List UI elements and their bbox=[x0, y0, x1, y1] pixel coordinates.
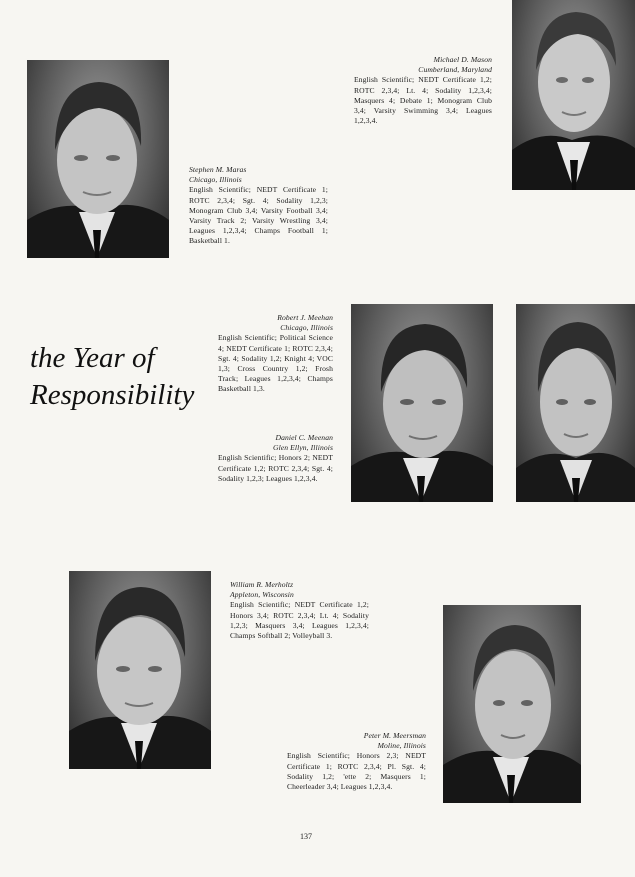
portrait-robert-meehan bbox=[351, 304, 493, 502]
portrait-william-merholtz bbox=[69, 571, 211, 769]
student-name: Stephen M. Maras bbox=[189, 165, 247, 174]
portrait-michael-mason bbox=[512, 0, 635, 190]
student-name: Robert J. Meehan bbox=[277, 313, 333, 322]
bio-daniel-meenan bbox=[218, 433, 333, 484]
student-activities: English Scientific; NEDT Certificate 1,2; ROTC 2,3,4; Lt. 4; Sodality 1,2,3,4; Masquers 4; Debate 1; Monogram Club 3,4; Varsity Swimming 3,4; Leagues 1,2,3,4. bbox=[354, 75, 492, 126]
student-hometown: Glen Ellyn, Illinois bbox=[273, 443, 333, 453]
student-activities: English Scientific; NEDT Certificate 1,2; Honors 3,4; ROTC 2,3,4; Lt. 4; Sodality 1,2,3; Masquers 3,4; Leagues 1,2,3,4; Champs Softball 2; Volleyball 3. bbox=[230, 600, 369, 641]
headline-line-1: the Year of bbox=[30, 342, 155, 374]
student-name: William R. Merholtz bbox=[230, 580, 294, 589]
portrait-peter-meersman bbox=[443, 605, 581, 803]
page-number: 137 bbox=[300, 832, 312, 841]
student-activities: English Scientific; Political Science 4; NEDT Certificate 1; ROTC 2,3,4; Sgt. 4; Sodality 1,2; Knight 4; VOC 1,3; Cross Country 1,2; Frosh Track; Leagues 1,2,3,4; Champs Basketball 1,3. bbox=[218, 333, 333, 394]
student-hometown: Appleton, Wisconsin bbox=[230, 590, 294, 600]
headline-line-2: Responsibility bbox=[30, 379, 195, 411]
student-name: Peter M. Meersman bbox=[363, 731, 426, 740]
bio-peter-meersman bbox=[287, 731, 426, 792]
student-activities: English Scientific; Honors 2; NEDT Certificate 1,2; ROTC 2,3,4; Sgt. 4; Sodality 1,2,3; Leagues 1,2,3,4. bbox=[218, 453, 333, 483]
student-activities: English Scientific; Honors 2,3; NEDT Certificate 1; ROTC 2,3,4; Pl. Sgt. 4; Sodality 1,2; 'ette 2; Masquers 1; Cheerleader 3,4; Leagues 1,2,3,4. bbox=[287, 751, 426, 792]
student-hometown: Chicago, Illinois bbox=[189, 175, 242, 185]
student-activities: English Scientific; NEDT Certificate 1; ROTC 2,3,4; Sgt. 4; Sodality 1,2,3; Monogram Club 3,4; Varsity Football 3,4; Varsity Track 2; Varsity Wrestling 3,4; Leagues 1,2,3,4; Champs Football 1; Basketball 1. bbox=[189, 185, 328, 246]
bio-william-merholtz bbox=[230, 580, 369, 641]
student-name: Daniel C. Meenan bbox=[275, 433, 333, 442]
bio-robert-meehan bbox=[218, 313, 333, 395]
student-hometown: Cumberland, Maryland bbox=[418, 65, 492, 75]
portrait-daniel-meenan bbox=[516, 304, 635, 502]
student-name: Michael D. Mason bbox=[433, 55, 492, 64]
bio-michael-mason bbox=[354, 55, 492, 126]
page-headline bbox=[30, 340, 210, 414]
portrait-stephen-maras bbox=[27, 60, 169, 258]
student-hometown: Chicago, Illinois bbox=[280, 323, 333, 333]
student-hometown: Moline, Illinois bbox=[377, 741, 426, 751]
bio-stephen-maras bbox=[189, 165, 328, 247]
